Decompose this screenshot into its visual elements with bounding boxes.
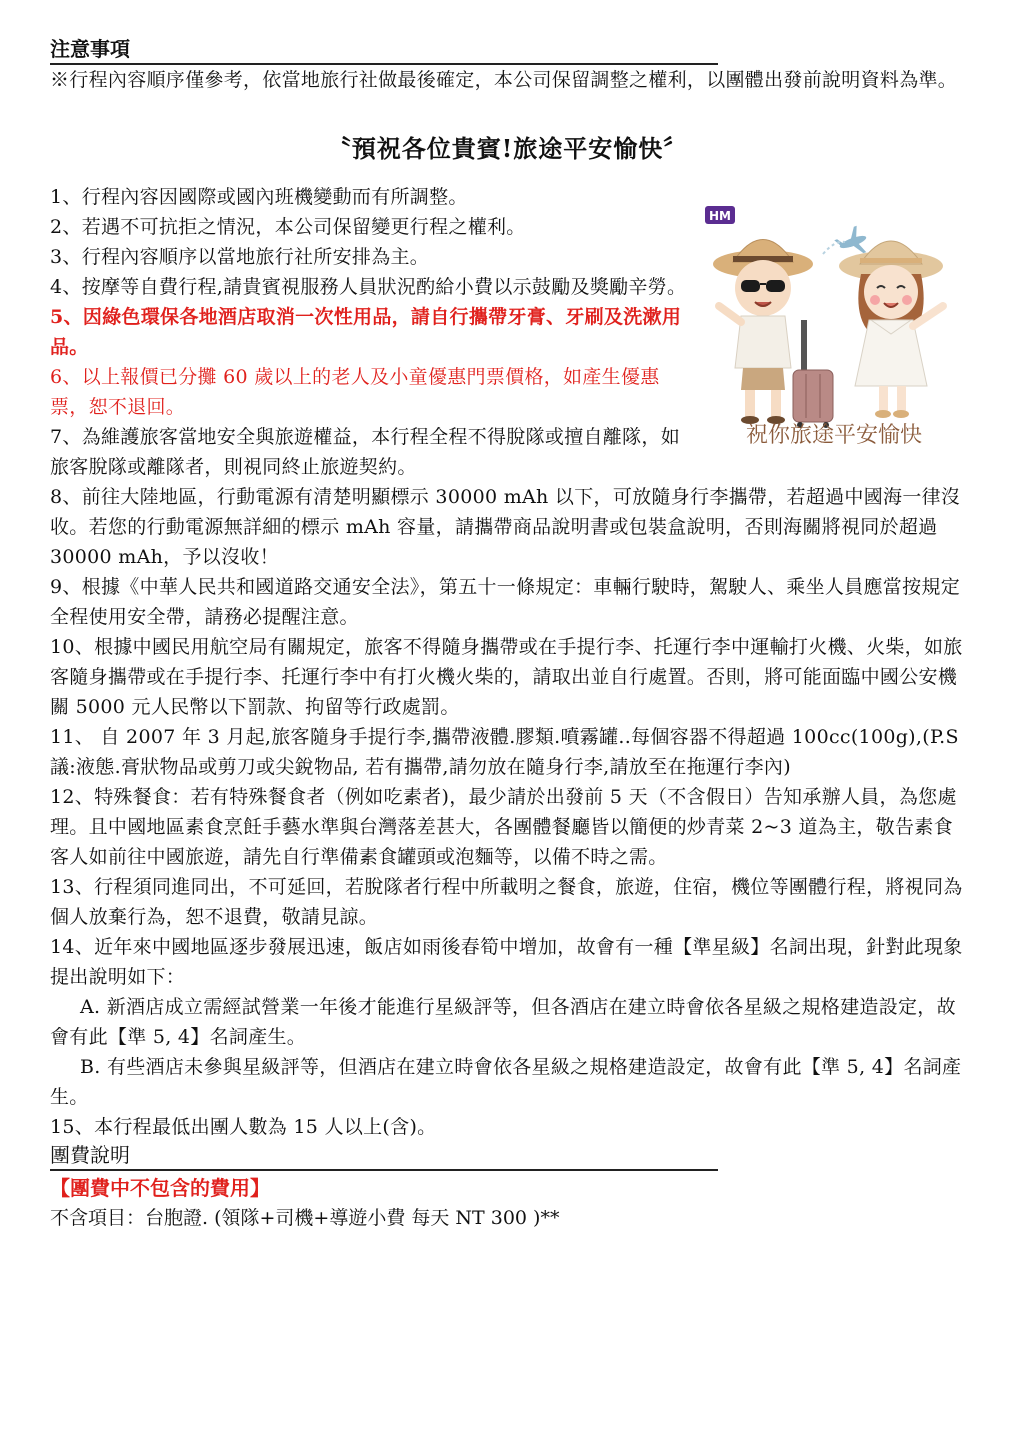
note-item-12: 12、特殊餐食：若有特殊餐食者（例如吃素者)，最少請於出發前 5 天（不含假日）告知承辦人員，為您處理。且中國地區素食烹飪手藝水準與台灣落差甚大，各團體餐廳皆以簡便的炒青菜 2~3 道為主，敬告素食客人如前往中國旅遊，請先自行準備素食罐頭或泡麵等，以備不時之需。 [50,786,957,868]
couple-travel-illustration [703,202,965,447]
greeting-banner: 〝預祝各位貴賓!旅途平安愉快〞 [326,134,689,163]
note-item-4: 4、按摩等自費行程,請貴賓視服務人員狀況酌給小費以示鼓勵及獎勵辛勞。 [50,276,687,298]
illustration-caption: 祝你旅途平安愉快 [745,423,923,447]
note-item-10: 10、根據中國民用航空局有關規定，旅客不得隨身攜帶或在手提行李、托運行李中運輸打火機、火柴，如旅客隨身攜帶或在手提行李、托運行李中有打火機火柴的，請取出並自行處置。否則，將可能面臨中國公安機關 5000 元人民幣以下罰款、拘留等行政處罰。 [50,636,963,718]
fee-heading: 團費說明 [50,1142,718,1171]
note-item-15: 15、本行程最低出團人數為 15 人以上(含)。 [50,1116,437,1138]
document-page [50,36,965,1233]
note-item-14: 14、近年來中國地區逐步發展迅速，飯店如雨後春筍中增加，故會有一種【準星級】名詞出現，針對此現象提出說明如下： [50,936,963,988]
travel-illustration [703,202,965,447]
note-item-11: 11、 自 2007 年 3 月起,旅客隨身手提行李,攜帶液體.膠類.噴霧罐..每個容器不得超過 100cc(100g),(P.S 議:液態.膏狀物品或剪刀或尖銳物品, 若有攜帶,請勿放在隨身行李,請放至在拖運行李內) [50,726,959,778]
note-item-8: 8、前往大陸地區，行動電源有清楚明顯標示 30000 mAh 以下，可放隨身行李攜帶，若超過中國海一律沒收。若您的行動電源無詳細的標示 mAh 容量，請攜帶商品說明書或包裝盒說明，否則海關將視同於超過 30000 mAh，予以沒收！ [50,486,961,568]
note-item-1: 1、行程內容因國際或國內班機變動而有所調整。 [50,186,468,208]
note-item-5: 5、因綠色環保各地酒店取消一次性用品，請自行攜帶牙膏、牙刷及洗漱用品。 [50,306,682,358]
note-item-2: 2、若遇不可抗拒之情況，本公司保留變更行程之權利。 [50,216,526,238]
fee-exclude-title: 【團費中不包含的費用】 [50,1176,270,1200]
girl-character [839,241,943,418]
suitcase-icon [793,320,833,428]
notice-intro: ※行程內容順序僅參考，依當地旅行社做最後確定，本公司保留調整之權利，以團體出發前說明資料為準。 [50,69,958,91]
company-logo [705,206,735,224]
note-item-14b: B. 有些酒店未參與星級評等，但酒店在建立時會依各星級之規格建造設定，故會有此【準 5, 4】名詞產生。 [50,1056,962,1108]
note-item-3: 3、行程內容順序以當地旅行社所安排為主。 [50,246,430,268]
fee-exclude-line: 不含項目：台胞證. (領隊+司機+導遊小費 每天 NT 300 )** [50,1207,560,1229]
svg-text:HM: HM [709,209,731,223]
note-item-7: 7、為維護旅客當地安全與旅遊權益，本行程全程不得脫隊或擅自離隊，如旅客脫隊或離隊者，則視同終止旅遊契約。 [50,426,680,478]
note-item-13: 13、行程須同進同出，不可延回，若脫隊者行程中所載明之餐食，旅遊，住宿，機位等團體行程，將視同為個人放棄行為，恕不退費，敬請見諒。 [50,876,963,928]
note-item-9: 9、根據《中華人民共和國道路交通安全法》，第五十一條規定：車輛行駛時，駕駛人、乘坐人員應當按規定全程使用安全帶，請務必提醒注意。 [50,576,960,628]
note-item-6: 6、以上報價已分攤 60 歲以上的老人及小童優惠門票價格，如產生優惠票，恕不退回。 [50,366,660,418]
notes-list [50,182,965,1142]
note-item-14a: A. 新酒店成立需經試營業一年後才能進行星級評等，但各酒店在建立時會依各星級之規格建造設定，故會有此【準 5, 4】名詞產生。 [50,996,956,1048]
notice-heading: 注意事項 [50,36,718,65]
